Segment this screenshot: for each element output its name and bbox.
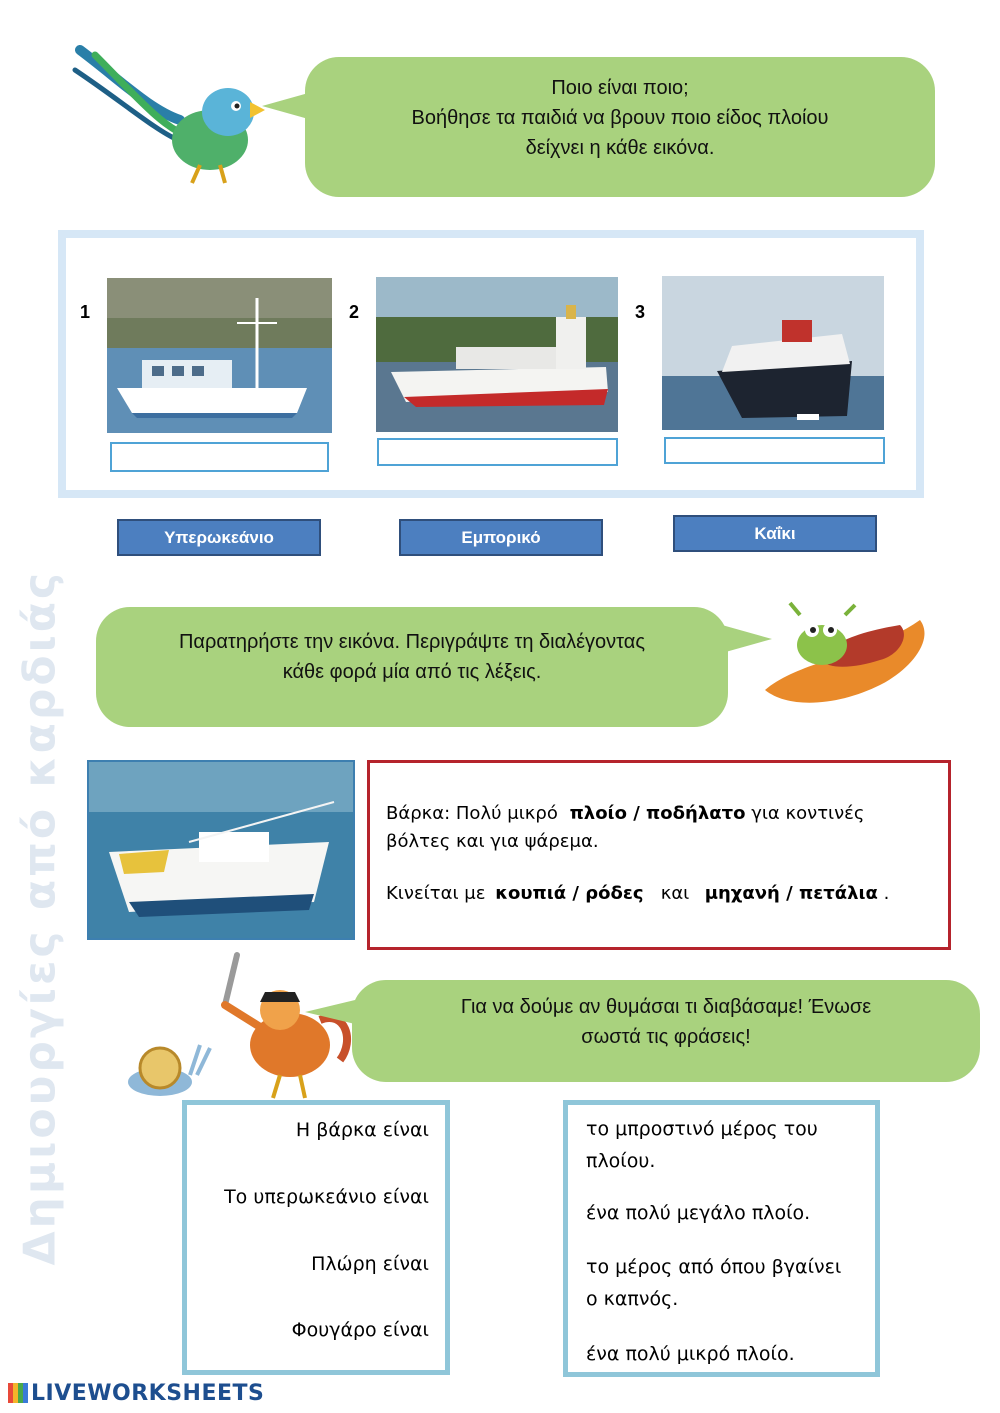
- instruction-bubble-2: [96, 607, 728, 727]
- desc-line2: βόλτες και για ψάρεμα.: [386, 831, 599, 852]
- desc-line3-suffix: .: [883, 883, 890, 904]
- match-left-box: [182, 1100, 450, 1375]
- parrot-illustration: [60, 40, 270, 190]
- instruction-bubble-3: [352, 980, 980, 1082]
- match-left-item-3[interactable]: Πλώρη είναι: [311, 1253, 429, 1275]
- bubble3-line-1: Για να δούμε αν θυμάσαι τι διαβάσαμε! Ένωσε: [460, 996, 872, 1018]
- frog-slipper-illustration: [760, 600, 950, 715]
- desc-line1-suffix: για κοντινές: [751, 803, 865, 824]
- logo-text: LIVEWORKSHEETS: [31, 1381, 265, 1406]
- word-option-kaiki[interactable]: Καΐκι: [673, 515, 877, 552]
- match-right-item-1[interactable]: [586, 1113, 846, 1177]
- picture-number-3: 3: [635, 302, 646, 322]
- desc-line3-prefix: Κινείται με: [386, 883, 492, 904]
- match-left-item-4[interactable]: Φουγάρο είναι: [291, 1319, 429, 1341]
- match-right-box: [563, 1100, 880, 1377]
- match-left-item-1[interactable]: Η βάρκα είναι: [295, 1119, 429, 1141]
- picture-number-2: 2: [349, 302, 360, 322]
- bubble1-line-3: δείχνει η κάθε εικόνα.: [525, 137, 715, 159]
- match-right-item-3-line-1: το μέρος από όπου βγαίνει: [586, 1256, 842, 1278]
- word-option-hyperokeanio[interactable]: Υπερωκεάνιο: [117, 519, 321, 556]
- cargo-ship-photo: [376, 277, 618, 432]
- match-right-item-2[interactable]: [586, 1197, 846, 1229]
- bubble3-line-2: σωστά τις φράσεις!: [581, 1026, 751, 1048]
- logo-icon: [8, 1383, 28, 1403]
- choice-michani-petalia[interactable]: μηχανή / πετάλια: [704, 883, 878, 904]
- cruise-liner-photo: [662, 276, 884, 430]
- answer-field-3[interactable]: [664, 437, 885, 464]
- choice-ploio-podilato[interactable]: πλοίο / ποδήλατο: [569, 803, 746, 824]
- bubble2-line-1: Παρατηρήστε την εικόνα. Περιγράψτε τη διαλέγοντας: [178, 631, 645, 653]
- answer-field-1[interactable]: [110, 442, 329, 472]
- bubble3-tail: [305, 1000, 355, 1024]
- picture-number-1: 1: [80, 302, 91, 322]
- instruction-bubble-1: [305, 57, 935, 197]
- word-option-emporiko[interactable]: Εμπορικό: [399, 519, 603, 556]
- choice-koupia-rodes[interactable]: κουπιά / ρόδες: [495, 883, 644, 904]
- small-boat-photo: [87, 760, 355, 940]
- match-left-item-2[interactable]: Το υπερωκεάνιο είναι: [224, 1186, 429, 1208]
- bubble1-line-2: Βοήθησε τα παιδιά να βρουν ποιο είδος πλοίου: [411, 107, 829, 129]
- fishing-boat-photo: [107, 278, 332, 433]
- match-right-item-4[interactable]: [586, 1338, 846, 1370]
- match-right-item-4-line-1: ένα πολύ μικρό πλοίο.: [586, 1343, 795, 1365]
- bubble1-line-1: Ποιο είναι ποιο;: [551, 77, 689, 99]
- bubble2-line-2: κάθε φορά μία από τις λέξεις.: [282, 661, 542, 683]
- match-right-item-3[interactable]: [586, 1251, 846, 1315]
- desc-line3-mid: και: [649, 883, 695, 904]
- match-right-item-2-line-1: ένα πολύ μεγάλο πλοίο.: [586, 1202, 811, 1224]
- answer-field-2[interactable]: [377, 438, 618, 466]
- liveworksheets-logo: [8, 1381, 264, 1406]
- pirate-rooster-snail-illustration: [105, 950, 365, 1100]
- watermark-text: Δημιουργίες από καρδιάς: [14, 569, 66, 1266]
- match-right-item-1-line-1: το μπροστινό μέρος του: [586, 1118, 818, 1140]
- description-box: [367, 760, 951, 950]
- desc-line1-prefix: Βάρκα: Πολύ μικρό: [386, 803, 564, 824]
- match-right-item-1-line-2: πλοίου.: [586, 1150, 656, 1172]
- bubble1-tail: [262, 92, 312, 120]
- match-right-item-3-line-2: ο καπνός.: [586, 1288, 679, 1310]
